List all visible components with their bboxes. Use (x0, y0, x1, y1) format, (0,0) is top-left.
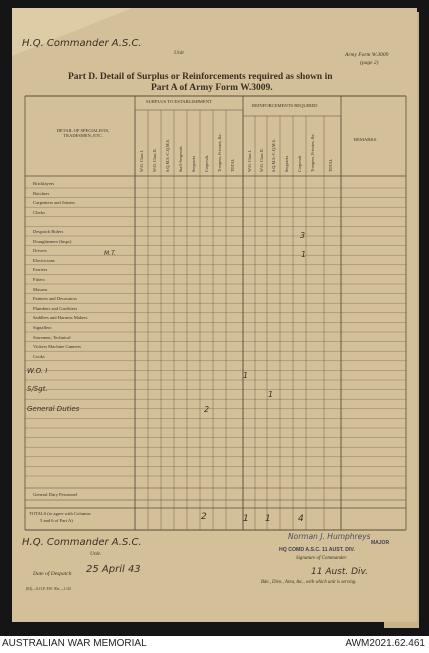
footer-unit-label: Unit. (90, 551, 102, 557)
form-reference: Army Form W.3009 (345, 52, 389, 58)
total-surplus: 2 (201, 512, 207, 522)
total-reinf-wo2: 1 (265, 514, 271, 524)
general-duty-row: General Duty Personnel (33, 492, 78, 497)
surplus-column-header: W.O. Class II. (152, 148, 157, 172)
total-reinf-wo1: 1 (243, 514, 249, 524)
form-title-line-2: Part A of Army Form W.3009. (151, 83, 273, 93)
row-label: Carpenters and Joiners (33, 200, 75, 206)
remarks-header: REMARKS. (354, 137, 378, 142)
commander-signature: Norman J. Humphreys (288, 532, 371, 541)
row-label: Vickers Machine Gunners (33, 344, 81, 350)
archive-accession: AWM2021.62.461 (345, 638, 425, 649)
row-label: Storemen, Technical (33, 334, 71, 340)
row-label: Bricklayers (33, 181, 55, 186)
row-label: Fitters (33, 277, 45, 282)
unit-handwritten: H.Q. Commander A.S.C. (22, 38, 142, 49)
despatch-label: Date of Despatch (33, 571, 72, 577)
entry-wo1: 1 (243, 371, 249, 380)
row-label: Signallers (33, 325, 52, 330)
reinforcement-column-header: Troopers, Privates, &c. (310, 133, 315, 172)
entry-general-duties: 2 (204, 405, 210, 414)
page-reference: (page 2) (360, 60, 379, 66)
reinforcements-header: REINFORCEMENTS REQUIRED (252, 103, 318, 108)
row-label: Farriers (33, 267, 48, 273)
specialists-header: DETAIL OF SPECIALISTS, TRADESMEN, ETC. (56, 128, 110, 138)
surplus-column-header: Staff-Sergeants (178, 146, 183, 172)
row-label: Butchers (33, 190, 50, 196)
unit-label: Unit (174, 50, 184, 56)
drivers-amendment: M.T. (104, 250, 116, 257)
row-label: Drivers (33, 248, 47, 254)
surplus-column-header: S.Q.M.S.-C.Q.M.S. (165, 138, 170, 172)
reinforcement-column-header: W.O. Class II. (259, 148, 264, 172)
row-label: Plumbers and Gasfitters (33, 305, 78, 311)
stamp-rank: MAJOR (371, 540, 390, 546)
surplus-header: SURPLUS TO ESTABLISHMENT (146, 99, 212, 104)
surplus-column-header: W.O. Class I. (139, 149, 144, 172)
surplus-column-header: Troopers, Privates, &c. (217, 133, 222, 172)
reinforcement-column-header: Corporals (297, 155, 302, 172)
reinforcement-column-header: TOTAL (328, 158, 333, 172)
surplus-column-header: Corporals (204, 155, 209, 172)
formation-caption: Bde., Divn., Area, &c., with which unit is serving. (261, 580, 357, 585)
row-label: Despatch Riders (33, 229, 64, 234)
entry-despatch-riders: 3 (300, 231, 306, 240)
entry-ssgt: 1 (268, 390, 274, 399)
despatch-date: 25 April 43 (86, 564, 141, 575)
row-label: Clerks (33, 209, 45, 215)
handwritten-row-general-duties: General Duties (27, 405, 80, 413)
surplus-column-header: TOTAL (230, 158, 235, 172)
row-label: Cooks (33, 353, 45, 359)
totals-label-line-1: TOTALS (to agree with Columns (29, 511, 91, 516)
print-reference: (02)—S.O.P. F.B. 50a.—1/43 (26, 587, 71, 591)
row-label: Electricians (33, 257, 55, 263)
reinforcement-column-header: Sergeants (284, 155, 289, 172)
unit-stamp: HQ COMD A.S.C. 11 AUST. DIV. (279, 547, 355, 553)
handwritten-row-ssgt: S/Sgt. (27, 385, 48, 393)
form-title-line-1: Part D. Detail of Surplus or Reinforcements required as shown in (68, 72, 333, 82)
formation-handwritten: 11 Aust. Div. (311, 567, 368, 577)
reinforcement-column-header: S.Q.M.S.-C.Q.M.S. (271, 138, 276, 172)
totals-label-line-2: 5 and 6 of Part A) (40, 518, 73, 523)
archive-name: AUSTRALIAN WAR MEMORIAL (2, 638, 147, 649)
signature-caption: Signature of Commander. (296, 556, 348, 561)
row-label: Painters and Decorators (33, 296, 77, 302)
archive-footer (0, 636, 429, 653)
row-label: Saddlers and Harness Makers (33, 315, 88, 321)
reinforcement-column-header: W.O. Class I. (247, 149, 252, 172)
row-label: Masons (33, 286, 48, 292)
entry-drivers: 1 (301, 250, 307, 259)
row-label: Draughtsmen (Inspr) (33, 238, 72, 244)
footer-unit-handwritten: H.Q. Commander A.S.C. (22, 537, 142, 548)
handwritten-row-wo1: W.O. I (27, 367, 48, 375)
surplus-column-header: Sergeants (191, 155, 196, 172)
total-reinf-troopers: 4 (298, 514, 304, 524)
